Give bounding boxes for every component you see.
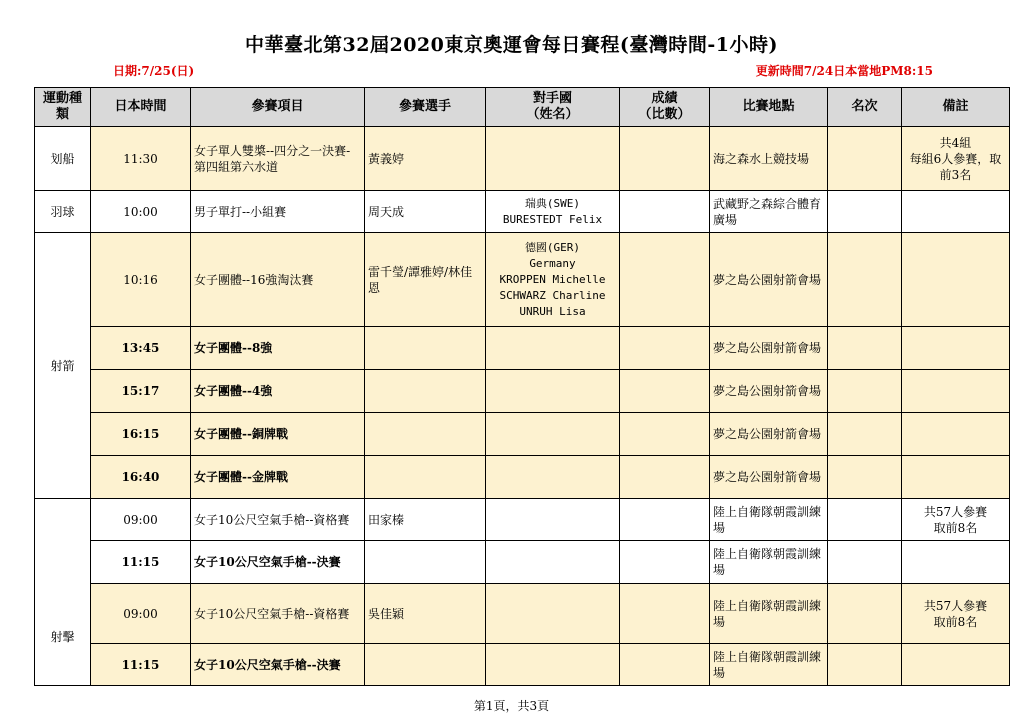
- result-cell: [620, 370, 710, 413]
- rank-cell: [828, 327, 902, 370]
- note-cell: [902, 233, 1010, 327]
- result-cell: [620, 499, 710, 541]
- result-cell: [620, 456, 710, 499]
- event-cell: 女子10公尺空氣手槍--決賽: [191, 541, 365, 584]
- header-row: [35, 88, 1010, 127]
- note-cell: [902, 644, 1010, 686]
- venue-cell: 陸上自衛隊朝霞訓練場: [710, 541, 828, 584]
- athlete-cell: [365, 327, 486, 370]
- note-cell: [902, 456, 1010, 499]
- venue-cell: 夢之島公園射箭會場: [710, 327, 828, 370]
- page-footer: 第1頁，共3頁: [473, 699, 550, 713]
- result-cell: [620, 541, 710, 584]
- table-row: [35, 456, 1010, 499]
- time-cell: 16:40: [91, 456, 191, 499]
- rank-cell: [828, 413, 902, 456]
- athlete-cell: 吳佳穎: [365, 584, 486, 644]
- athlete-cell: [365, 456, 486, 499]
- venue-cell: 夢之島公園射箭會場: [710, 413, 828, 456]
- rank-cell: [828, 499, 902, 541]
- opponent-cell: [486, 370, 620, 413]
- note-cell: 共4組 每組6人參賽，取前3名: [902, 127, 1010, 191]
- athlete-cell: [365, 413, 486, 456]
- venue-cell: 武藏野之森綜合體育廣場: [710, 191, 828, 233]
- opponent-cell: [486, 584, 620, 644]
- col-note: 備註: [902, 88, 1010, 127]
- rank-cell: [828, 456, 902, 499]
- table-row: [35, 644, 1010, 686]
- opponent-cell: 瑞典(SWE) BURESTEDT Felix: [486, 191, 620, 233]
- rank-cell: [828, 191, 902, 233]
- result-cell: [620, 233, 710, 327]
- venue-cell: 海之森水上競技場: [710, 127, 828, 191]
- time-cell: 11:15: [91, 644, 191, 686]
- table-row: [35, 499, 1010, 541]
- schedule-table: [34, 87, 1010, 686]
- note-cell: [902, 191, 1010, 233]
- note-cell: [902, 413, 1010, 456]
- event-cell: 女子10公尺空氣手槍--決賽: [191, 644, 365, 686]
- athlete-cell: [365, 644, 486, 686]
- col-rank: 名次: [828, 88, 902, 127]
- athlete-cell: [365, 541, 486, 584]
- col-result: 成績 （比數）: [620, 88, 710, 127]
- time-cell: 15:17: [91, 370, 191, 413]
- table-row: [35, 541, 1010, 584]
- venue-cell: 陸上自衛隊朝霞訓練場: [710, 499, 828, 541]
- venue-cell: 夢之島公園射箭會場: [710, 456, 828, 499]
- result-cell: [620, 413, 710, 456]
- sport-badminton: 羽球: [35, 191, 91, 233]
- opponent-cell: [486, 413, 620, 456]
- result-cell: [620, 327, 710, 370]
- opponent-cell: [486, 644, 620, 686]
- rank-cell: [828, 584, 902, 644]
- athlete-cell: 雷千瑩/譚雅婷/林佳恩: [365, 233, 486, 327]
- event-cell: 女子團體--銅牌戰: [191, 413, 365, 456]
- event-cell: 女子團體--金牌戰: [191, 456, 365, 499]
- col-opponent: 對手國 （姓名）: [486, 88, 620, 127]
- opponent-cell: [486, 541, 620, 584]
- result-cell: [620, 584, 710, 644]
- table-row: [35, 233, 1010, 327]
- col-athlete: 參賽選手: [365, 88, 486, 127]
- sport-archery: 射箭: [35, 233, 91, 499]
- venue-cell: 夢之島公園射箭會場: [710, 233, 828, 327]
- time-cell: 11:30: [91, 127, 191, 191]
- table-row: [35, 584, 1010, 644]
- sport-rowing: 划船: [35, 127, 91, 191]
- table-row: [35, 191, 1010, 233]
- event-cell: 女子10公尺空氣手槍--資格賽: [191, 584, 365, 644]
- time-cell: 10:00: [91, 191, 191, 233]
- rank-cell: [828, 541, 902, 584]
- note-cell: 共57人參賽 取前8名: [902, 499, 1010, 541]
- opponent-cell: [486, 456, 620, 499]
- col-event: 參賽項目: [191, 88, 365, 127]
- opponent-cell: [486, 327, 620, 370]
- result-cell: [620, 644, 710, 686]
- note-cell: [902, 327, 1010, 370]
- venue-cell: 夢之島公園射箭會場: [710, 370, 828, 413]
- sport-shooting: 射擊: [35, 499, 91, 686]
- time-cell: 09:00: [91, 584, 191, 644]
- venue-cell: 陸上自衛隊朝霞訓練場: [710, 584, 828, 644]
- note-cell: 共57人參賽 取前8名: [902, 584, 1010, 644]
- result-cell: [620, 191, 710, 233]
- time-cell: 11:15: [91, 541, 191, 584]
- event-cell: 女子10公尺空氣手槍--資格賽: [191, 499, 365, 541]
- event-cell: 女子團體--16強淘汰賽: [191, 233, 365, 327]
- rank-cell: [828, 233, 902, 327]
- time-cell: 16:15: [91, 413, 191, 456]
- result-cell: [620, 127, 710, 191]
- rank-cell: [828, 644, 902, 686]
- table-row: [35, 413, 1010, 456]
- time-cell: 09:00: [91, 499, 191, 541]
- note-cell: [902, 541, 1010, 584]
- opponent-cell: 德國(GER) Germany KROPPEN Michelle SCHWARZ Charline UNRUH Lisa: [486, 233, 620, 327]
- time-cell: 10:16: [91, 233, 191, 327]
- athlete-cell: 田家榛: [365, 499, 486, 541]
- athlete-cell: 黃義婷: [365, 127, 486, 191]
- schedule-date: 日期:7/25(日): [113, 64, 195, 78]
- opponent-cell: [486, 499, 620, 541]
- col-time: 日本時間: [91, 88, 191, 127]
- rank-cell: [828, 127, 902, 191]
- col-sport: 運動種類: [35, 88, 91, 127]
- opponent-cell: [486, 127, 620, 191]
- table-row: [35, 327, 1010, 370]
- update-time: 更新時間7/24日本當地PM8:15: [755, 64, 933, 78]
- col-venue: 比賽地點: [710, 88, 828, 127]
- venue-cell: 陸上自衛隊朝霞訓練場: [710, 644, 828, 686]
- table-row: [35, 127, 1010, 191]
- note-cell: [902, 370, 1010, 413]
- event-cell: 男子單打--小組賽: [191, 191, 365, 233]
- athlete-cell: 周天成: [365, 191, 486, 233]
- event-cell: 女子團體--8強: [191, 327, 365, 370]
- time-cell: 13:45: [91, 327, 191, 370]
- athlete-cell: [365, 370, 486, 413]
- event-cell: 女子單人雙槳--四分之一決賽-第四組第六水道: [191, 127, 365, 191]
- table-row: [35, 370, 1010, 413]
- event-cell: 女子團體--4強: [191, 370, 365, 413]
- page-title: 中華臺北第32屆2020東京奧運會每日賽程(臺灣時間-1小時): [245, 34, 778, 56]
- rank-cell: [828, 370, 902, 413]
